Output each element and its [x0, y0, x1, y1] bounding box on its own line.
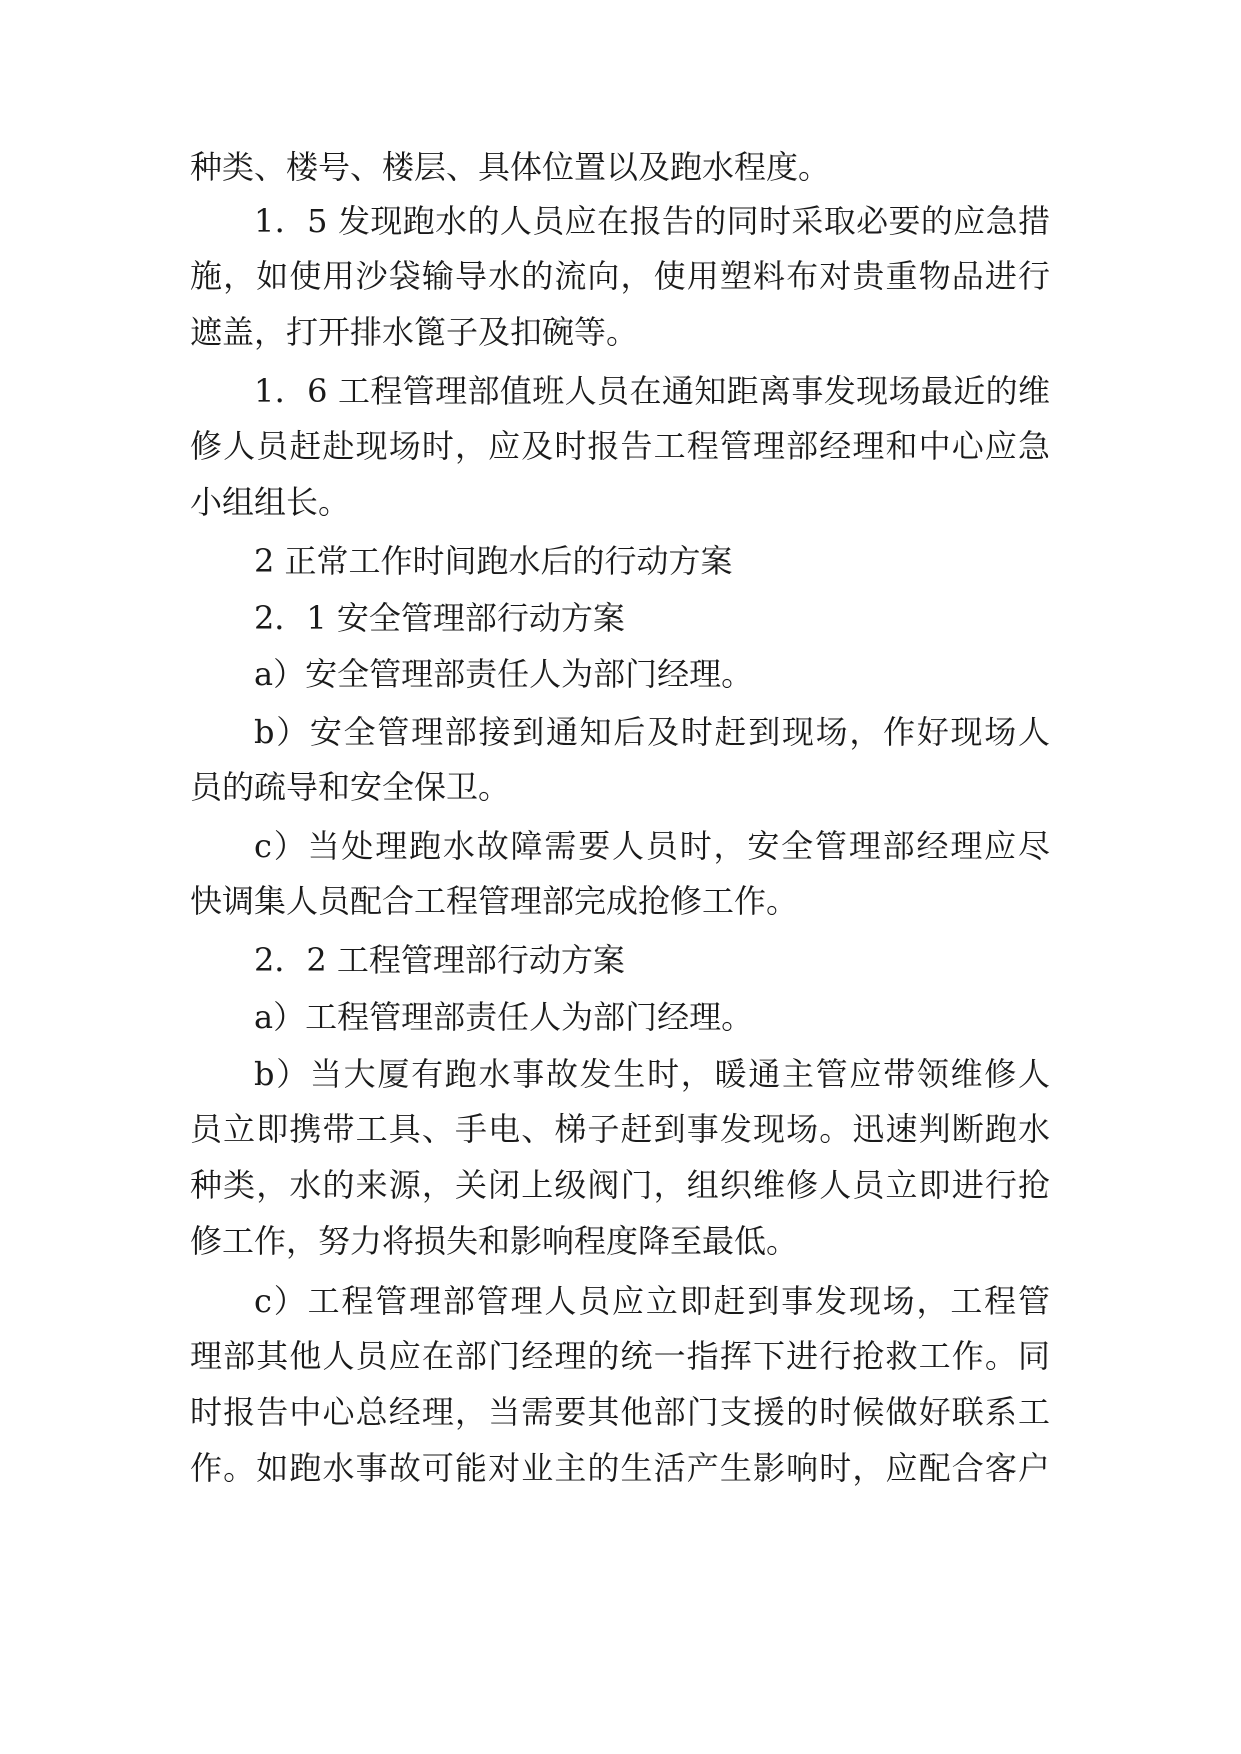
text-line: a）工程管理部责任人为部门经理。 — [254, 998, 754, 1036]
text-line: 时报告中心总经理，当需要其他部门支援的时候做好联系工 — [190, 1393, 1050, 1431]
text-line: b）安全管理部接到通知后及时赶到现场，作好现场人 — [254, 713, 1050, 751]
text-line: 2．1 安全管理部行动方案 — [254, 599, 625, 637]
text-line: 种类，水的来源，关闭上级阀门，组织维修人员立即进行抢 — [190, 1166, 1050, 1204]
text-line: 2 正常工作时间跑水后的行动方案 — [254, 542, 733, 580]
text-line: 修人员赶赴现场时，应及时报告工程管理部经理和中心应急 — [190, 427, 1050, 465]
text-line: 员的疏导和安全保卫。 — [190, 768, 511, 806]
text-line: 员立即携带工具、手电、梯子赶到事发现场。迅速判断跑水 — [190, 1110, 1050, 1148]
text-line: 修工作，努力将损失和影响程度降至最低。 — [190, 1222, 799, 1260]
text-line: 种类、楼号、楼层、具体位置以及跑水程度。 — [190, 148, 831, 186]
text-line: 小组组长。 — [190, 483, 351, 521]
text-line: 1．5 发现跑水的人员应在报告的同时采取必要的应急措 — [254, 202, 1050, 240]
text-line: 施，如使用沙袋输导水的流向，使用塑料布对贵重物品进行 — [190, 257, 1050, 295]
text-line: b）当大厦有跑水事故发生时，暖通主管应带领维修人 — [254, 1055, 1050, 1093]
text-line: 2．2 工程管理部行动方案 — [254, 941, 625, 979]
text-line: 快调集人员配合工程管理部完成抢修工作。 — [190, 882, 799, 920]
text-line: 作。如跑水事故可能对业主的生活产生影响时，应配合客户 — [190, 1449, 1050, 1487]
text-line: 遮盖，打开排水篦子及扣碗等。 — [190, 313, 639, 351]
text-line: 1．6 工程管理部值班人员在通知距离事发现场最近的维 — [254, 372, 1050, 410]
text-line: c）当处理跑水故障需要人员时，安全管理部经理应尽 — [254, 827, 1050, 865]
text-line: c）工程管理部管理人员应立即赶到事发现场，工程管 — [254, 1282, 1050, 1320]
text-line: a）安全管理部责任人为部门经理。 — [254, 655, 754, 693]
text-line: 理部其他人员应在部门经理的统一指挥下进行抢救工作。同 — [190, 1337, 1050, 1375]
